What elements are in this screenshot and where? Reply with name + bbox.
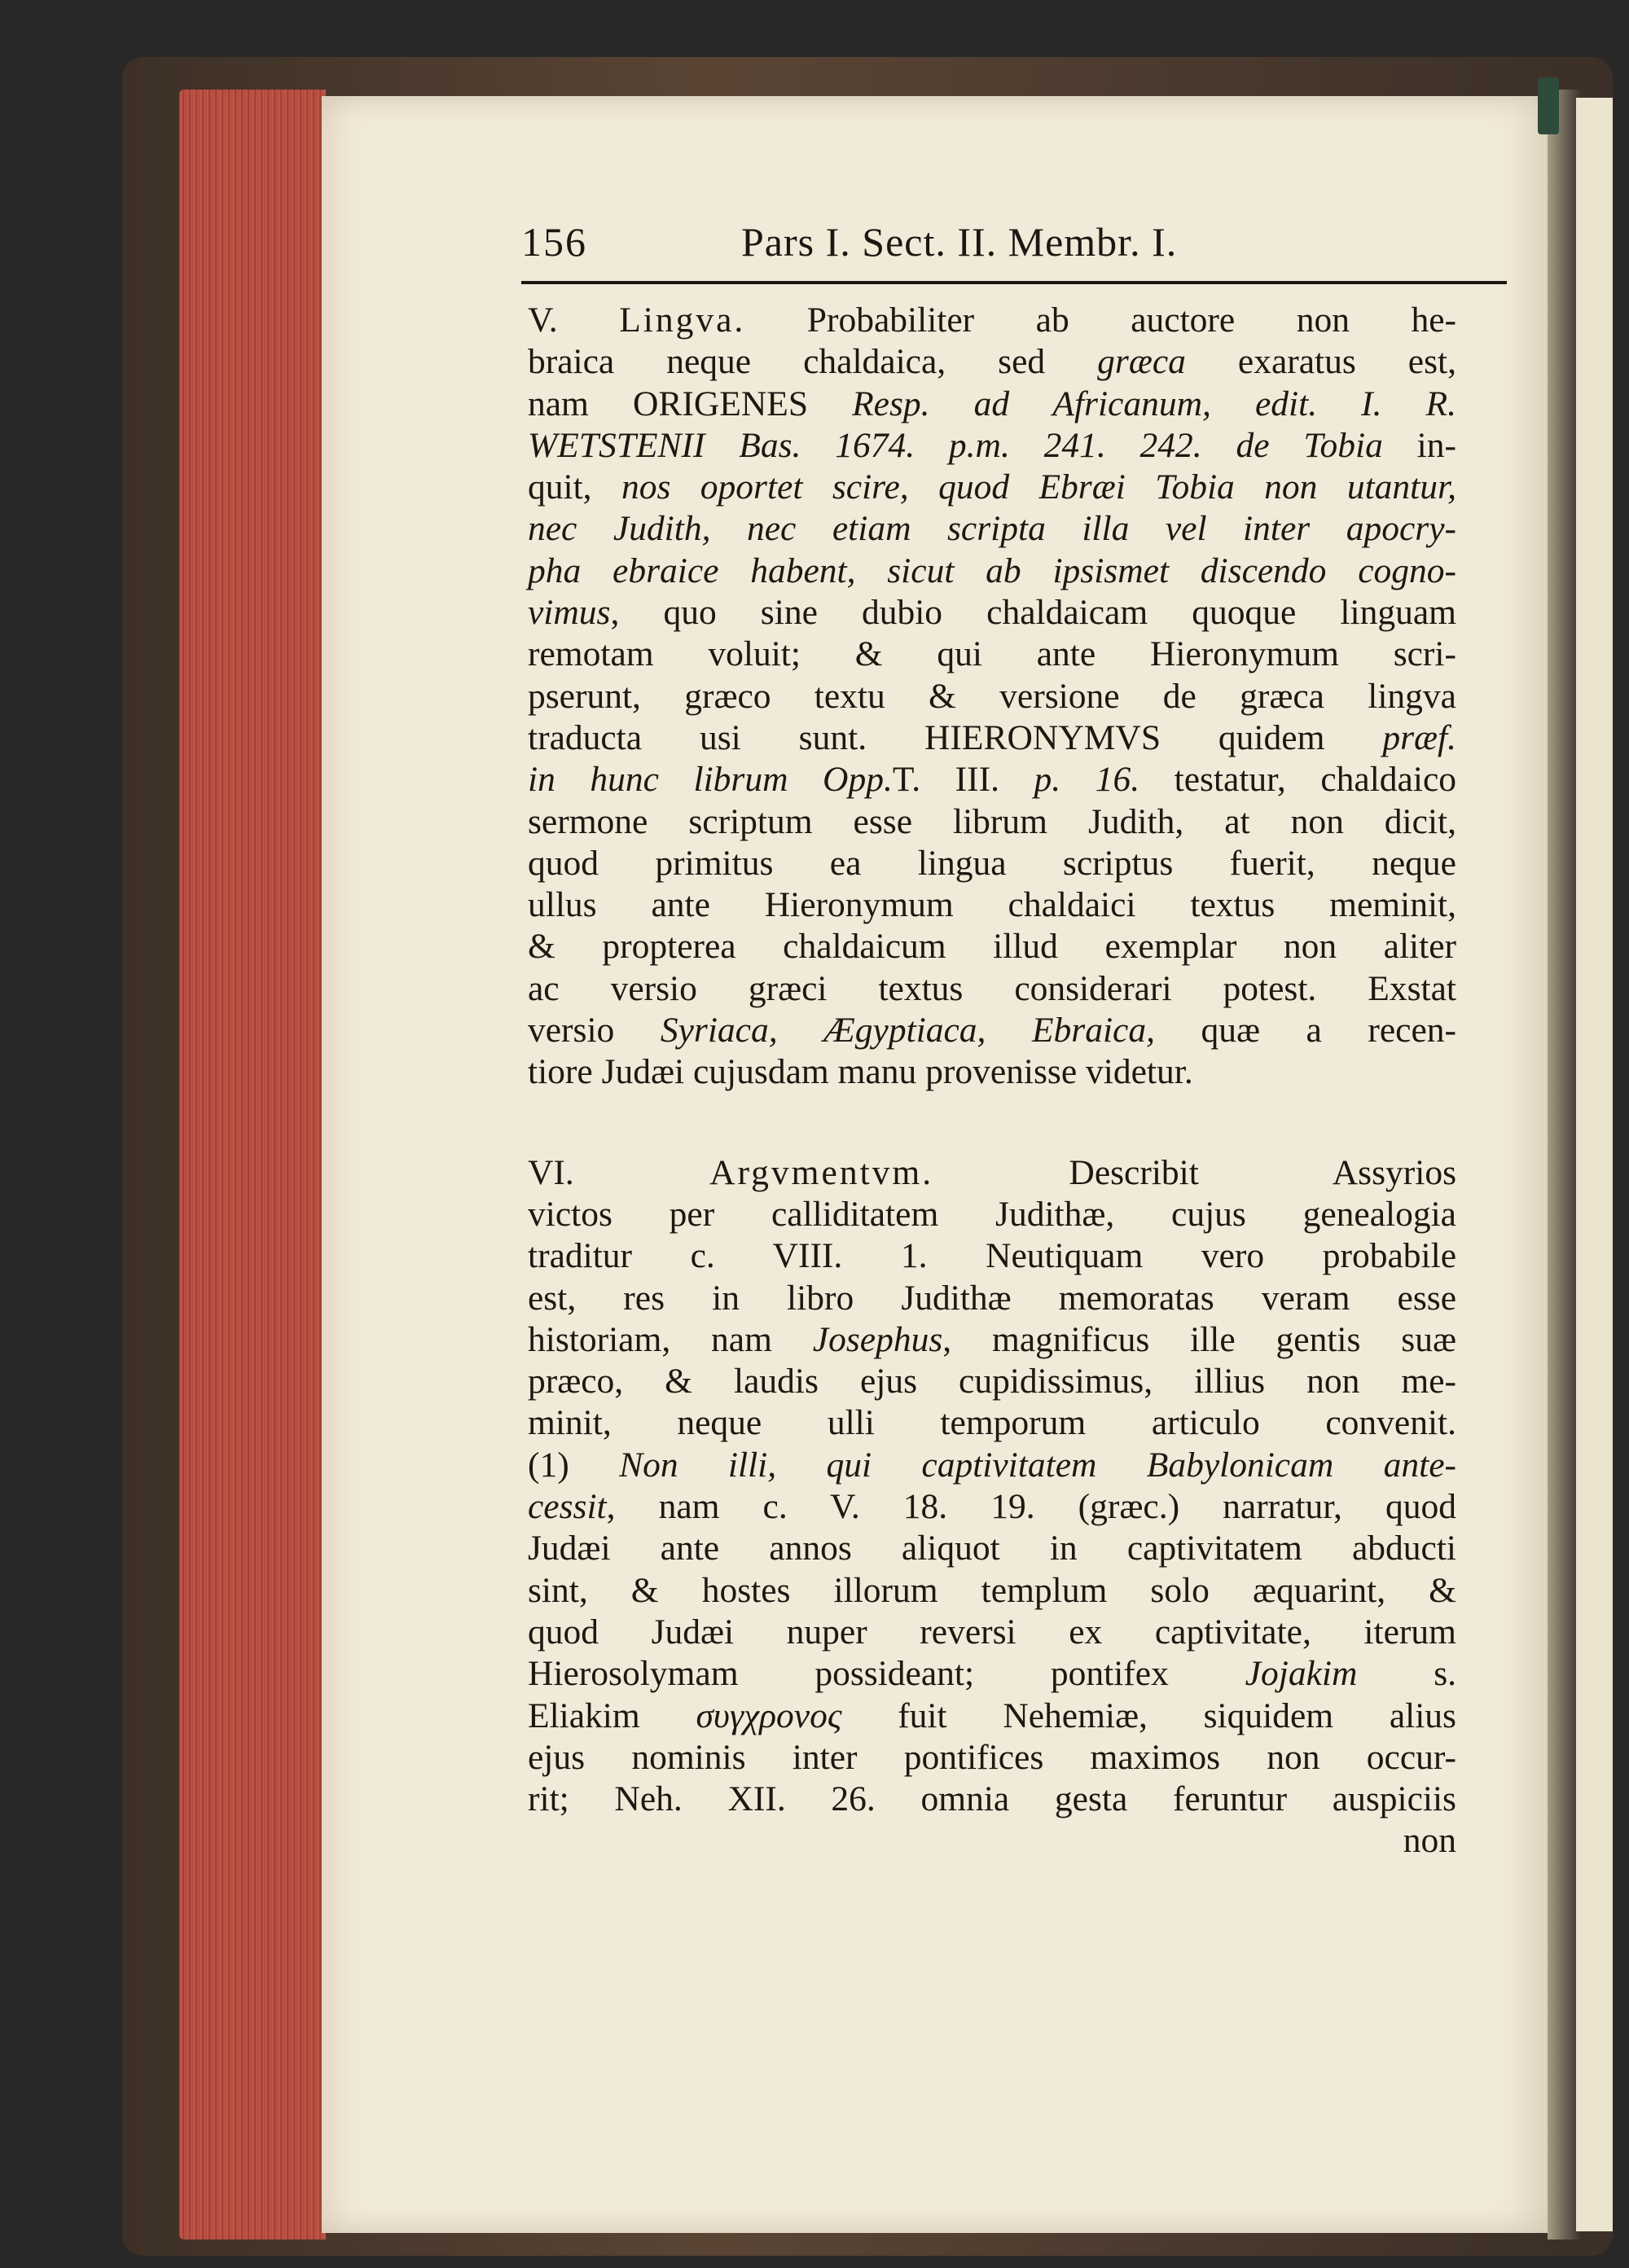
text-line xyxy=(528,300,1456,341)
text-span: præco, & laudis ejus cupidissimus, illius non me- xyxy=(528,1362,1456,1402)
text-span: , magnificus ille gentis suæ xyxy=(942,1319,1456,1359)
text-span: WETSTENII Bas. 1674. p.m. 241. 242. de Tobia xyxy=(528,425,1383,465)
text-span: pha ebraice habent, sicut ab ipsismet discendo cogno- xyxy=(528,551,1456,590)
facing-page-edge xyxy=(1576,98,1613,2231)
text-span: Eliakim xyxy=(528,1696,696,1735)
text-line xyxy=(528,1010,1456,1051)
text-span: sermone scriptum esse librum Judith, at non dicit, xyxy=(528,801,1456,841)
text-span: est, res in libro Judithæ memoratas veram esse xyxy=(528,1278,1456,1318)
section-argumentum xyxy=(528,1152,1456,1821)
text-span: , nam c. V. 18. 19. (græc.) narratur, quod xyxy=(606,1487,1456,1527)
text-line xyxy=(528,1737,1456,1779)
text-span: Describit Assyrios xyxy=(933,1152,1456,1192)
text-span: ejus nominis inter pontifices maximos non occur- xyxy=(528,1737,1456,1777)
text-span: & propterea chaldaicum illud exemplar non aliter xyxy=(528,927,1456,967)
text-span: pserunt, græco textu & versione de græca lingva xyxy=(528,676,1456,716)
text-span: s. xyxy=(1357,1654,1456,1694)
running-head: Pars I. Sect. II. Membr. I. xyxy=(741,219,1178,265)
body-text xyxy=(528,300,1456,1862)
text-line xyxy=(528,1612,1456,1653)
section-gap xyxy=(528,1094,1456,1152)
text-span: remotam voluit; & qui ante Hieronymum scri- xyxy=(528,634,1456,674)
text-span: historiam, nam xyxy=(528,1319,813,1359)
text-line xyxy=(528,592,1456,634)
text-line xyxy=(528,1402,1456,1444)
text-line xyxy=(528,759,1456,801)
text-span: versio xyxy=(528,1011,661,1051)
text-span: quod primitus ea lingua scriptus fuerit, neque xyxy=(528,843,1456,883)
text-line xyxy=(528,1696,1456,1737)
text-span: exaratus est, xyxy=(1185,342,1456,382)
text-line xyxy=(528,1278,1456,1319)
text-line xyxy=(528,425,1456,467)
text-span: rit; Neh. XII. 26. omnia gesta feruntur auspiciis xyxy=(528,1779,1456,1819)
text-span: συγχρονος xyxy=(696,1696,842,1735)
text-span: victos per calliditatem Judithæ, cujus genealogia xyxy=(528,1194,1456,1234)
text-span: ac versio græci textus considerari potest. Exstat xyxy=(528,968,1456,1008)
page-edges xyxy=(179,90,326,2239)
text-line xyxy=(528,717,1456,759)
text-line xyxy=(528,801,1456,843)
text-line xyxy=(528,843,1456,884)
text-span: quæ a recen- xyxy=(1154,1011,1456,1051)
section-lingva xyxy=(528,300,1456,1094)
text-span: nos oportet scire, quod Ebræi Tobia non utantur, xyxy=(621,467,1456,507)
text-span: Jojakim xyxy=(1245,1654,1358,1694)
text-line xyxy=(528,1361,1456,1402)
header-rule xyxy=(521,281,1507,284)
text-span: Non illi, qui captivitatem Babylonicam ante- xyxy=(619,1445,1456,1485)
page-number: 156 xyxy=(521,219,587,265)
text-span: ullus ante Hieronymum chaldaici textus meminit, xyxy=(528,885,1456,925)
text-span: in- xyxy=(1382,425,1456,465)
text-span: Hierosolymam possideant; pontifex xyxy=(528,1654,1245,1694)
text-span: VI. xyxy=(528,1152,710,1192)
text-span: tiore Judæi cujusdam manu provenisse videtur. xyxy=(528,1052,1193,1092)
catchword: non xyxy=(1403,1821,1456,1861)
text-span: Probabiliter ab auctore non he- xyxy=(745,300,1456,340)
page-header xyxy=(521,218,1507,277)
text-span: Josephus xyxy=(812,1319,943,1359)
text-span: Argvmentvm. xyxy=(709,1152,934,1192)
text-span: græca xyxy=(1097,342,1186,382)
text-line xyxy=(528,384,1456,425)
text-line xyxy=(528,1235,1456,1277)
text-line xyxy=(528,884,1456,926)
text-line xyxy=(528,1486,1456,1528)
text-span: V. xyxy=(528,300,620,340)
text-line xyxy=(528,634,1456,675)
text-span: minit, neque ulli temporum articulo convenit. xyxy=(528,1403,1456,1443)
text-span: præf. xyxy=(1382,717,1456,757)
text-span: quit, xyxy=(528,467,621,507)
text-span: Lingva. xyxy=(619,300,746,340)
text-span: in hunc librum Opp. xyxy=(528,760,893,800)
text-line xyxy=(528,1051,1456,1093)
text-line xyxy=(528,341,1456,383)
text-span: nam ORIGENES xyxy=(528,384,853,423)
text-span: Resp. ad Africanum, edit. I. R. xyxy=(852,384,1456,423)
gutter-shadow xyxy=(1548,90,1580,2239)
text-span: sint, & hostes illorum templum solo æquarint, & xyxy=(528,1570,1456,1610)
text-line xyxy=(528,1445,1456,1486)
text-span: traditur c. VIII. 1. Neutiquam vero probabile xyxy=(528,1236,1456,1276)
text-span: testatur, chaldaico xyxy=(1139,760,1456,800)
text-line xyxy=(528,508,1456,550)
text-line xyxy=(528,1194,1456,1235)
text-line xyxy=(528,1779,1456,1820)
text-span: nec Judith, nec etiam scripta illa vel inter apocry- xyxy=(528,509,1456,549)
text-line xyxy=(528,968,1456,1010)
text-span: braica neque chaldaica, sed xyxy=(528,342,1098,382)
text-span: Judæi ante annos aliquot in captivitatem abducti xyxy=(528,1529,1456,1568)
text-span: p. 16. xyxy=(1034,760,1140,800)
text-span: Syriaca, Ægyptiaca, Ebraica, xyxy=(660,1011,1155,1051)
text-span: T. III. xyxy=(892,760,1034,800)
text-span: cessit xyxy=(528,1487,607,1527)
text-line xyxy=(528,1152,1456,1194)
text-line xyxy=(528,467,1456,508)
text-span: vimus xyxy=(528,593,611,633)
text-line xyxy=(528,1319,1456,1361)
text-line xyxy=(528,1653,1456,1695)
text-line xyxy=(528,926,1456,967)
text-span: traducta usi sunt. HIERONYMVS quidem xyxy=(528,717,1383,757)
text-span: quod Judæi nuper reversi ex captivitate, iterum xyxy=(528,1612,1456,1652)
text-span: (1) xyxy=(528,1445,620,1485)
text-line xyxy=(528,551,1456,592)
text-line xyxy=(528,1528,1456,1569)
text-line xyxy=(528,1570,1456,1612)
text-span: fuit Nehemiæ, siquidem alius xyxy=(841,1696,1456,1735)
bookmark-ribbon xyxy=(1538,77,1559,134)
text-line xyxy=(528,676,1456,717)
text-span: , quo sine dubio chaldaicam quoque linguam xyxy=(610,593,1456,633)
